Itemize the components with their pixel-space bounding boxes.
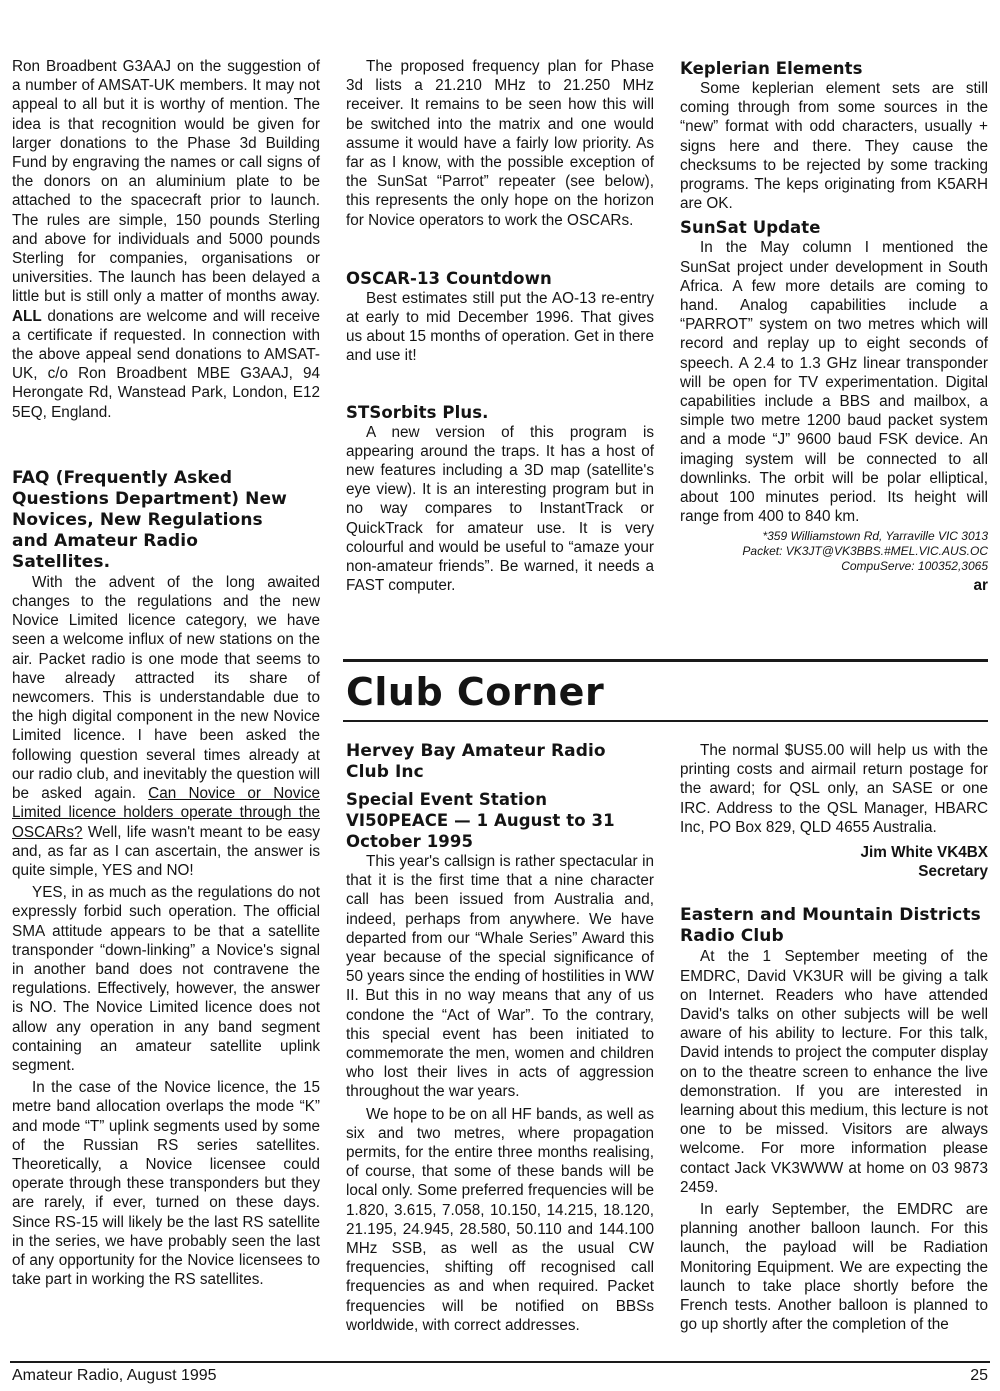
keplerian-paragraph: Some keplerian element sets are still coming through from some sources in the “new” format with odd characters, usually + signs here and there. They cause the checksums to be rejected by some tracking programs. The keps originating from K5ARH are OK. — [680, 80, 988, 213]
oscar-heading: OSCAR-13 Countdown — [346, 268, 552, 288]
hervey-paragraph-2: We hope to be on all HF bands, as well as six and two metres, where propagation permits, for the entire three months realising, of course, that some of these bands will be local only. Some preferred frequencies will be 1.820, 3.615, 7.058, 10.150, 14.215, 18.120, 21.195, 24.945, 28.580, 50.110 and 144.100 MHz SSB, as well as the usual CW frequencies, shifting off recognised call frequencies as and when required. Packet frequencies will be notified on BBSs worldwide, with correct addresses. — [346, 1105, 654, 1334]
footer-publication: Amateur Radio, August 1995 — [12, 1367, 217, 1384]
emdrc-heading: Eastern and Mountain Districts Radio Club — [680, 905, 981, 947]
faq-paragraph-3: In the case of the Novice licence, the 15 metre band allocation overlaps the mode “K” and mode “T” uplink segments used by some of the Russian RS series satellites. Theoretically, a Novice licensee could operate through these transponders but they are rarely, if ever, turned on these days. Since RS-15 will likely be the last RS satellite in the series, we have probably seen the last of any opportunity for the Novice licensees to take part in working the RS satellites. — [12, 1079, 320, 1289]
club-corner-bottom-rule — [343, 720, 988, 722]
column-middle-bottom — [346, 741, 654, 1335]
footer-rule — [10, 1361, 990, 1363]
club-corner-top-rule — [343, 659, 988, 662]
column-right-top — [680, 58, 988, 596]
signature-title: Secretary — [918, 863, 988, 881]
author-packet: Packet: VK3JT@VK3BBS.#MEL.VIC.AUS.OC — [742, 544, 988, 559]
club-corner-title: Club Corner — [346, 670, 605, 714]
faq-paragraph-1 — [12, 573, 320, 880]
special-event-heading: Special Event Station VI50PEACE — 1 August to 31 October 1995 — [346, 790, 615, 851]
faq-heading: FAQ (Frequently Asked Questions Department) New Novices, New Regulations and Amateur Radio Satellites. — [12, 467, 287, 572]
sunsat-paragraph: In the May column I mentioned the SunSat project under development in South Africa. A few more details are coming to hand. Analog capabilities include a “PARROT” system on two metres which will record and replay up to eight seconds of speech. A 2.4 to 1.3 GHz linear transponder will be open for TV experimentation. Digital capabilities include a BBS and mailbox, a simple two metre 1200 baud packet system and a mode “J” 9600 baud FSK device. An imaging system will be connected to all downlinks. The orbit will be polar elliptical, about 100 minutes period. Its height will range from 400 to 840 km. — [680, 239, 988, 526]
author-address: *359 Williamstown Rd, Yarraville VIC 3013 — [762, 529, 988, 544]
footer-page-number: 25 — [970, 1367, 988, 1384]
column-middle-top — [346, 57, 654, 595]
emdrc-paragraph-2: In early September, the EMDRC are planning another balloon launch. For this launch, the payload will be Radiation Monitoring Equipment. We are expecting the launch to take place shortly before the French tests. Another balloon is planned to go up shortly after the completion of the — [680, 1201, 988, 1334]
faq-paragraph-1-text: With the advent of the long awaited changes to the regulations and the new Novice Limited licence category, we have seen a welcome influx of new stations on the air. Packet radio is one mode that seems to have already attracted its share of newcomers. This is understandable due to the high digital component in the new Novice Limited licence. I have been asked the following question several times already at our radio club, and inevitably the question will be asked again. — [12, 573, 320, 803]
hervey-paragraph-1: This year's callsign is rather spectacular in that it is the first time that a nine character call has been issued from Australia and, indeed, perhaps from anywhere. We have departed from our “Whale Series” Award this year because of the special significance of 50 years since the ending of hostilities in WW II. But this in no way means that any of us condone the “Act of War”. To the contrary, this special event has been initiated to commemorate the men, women and children who lost their lives in acts of aggression throughout the war years. — [346, 853, 654, 1101]
end-mark: ar — [973, 577, 988, 595]
column-left — [12, 57, 320, 1289]
emdrc-paragraph-1: At the 1 September meeting of the EMDRC, David VK3UR will be giving a talk on Internet. Readers who have attended David's talks on other subjects will be well aware of his ability to lecture. For this talk, David intends to project the computer display on to the theatre screen to enhance the live demonstration. If you are interested in learning about this medium, this lecture is not one to be missed. Visitors are always welcome. For more information please contact Jack VK3WWW at home on 03 9873 2459. — [680, 948, 988, 1196]
faq-question: Can Novice or Novice Limited licence holders operate through the OSCARs? — [12, 785, 320, 841]
column-right-bottom — [680, 741, 988, 1334]
hervey-paragraph-3: The normal $US5.00 will help us with the printing costs and airmail return postage for the award; for QSL only, an SASE or one IRC. Address to the QSL Manager, HBARC Inc, PO Box 829, QLD 4655 Australia. — [680, 742, 988, 836]
frequency-plan-paragraph: The proposed frequency plan for Phase 3d lists a 21.210 MHz to 21.250 MHz receiver. It remains to be seen how this will be switched into the matrix and one would assume it would have a fairly low priority. As far as I know, with the possible exception of the SunSat “Parrot” repeater (see below), this represents the only hope on the horizon for Novice operators to work the OSCARs. — [346, 58, 654, 229]
appeal-bold-word: ALL — [12, 307, 42, 325]
stsorbits-heading: STSorbits Plus. — [346, 402, 489, 422]
stsorbits-paragraph: A new version of this program is appearing around the traps. It has a host of new features including a 3D map (satellite's eye view). It is an interesting program but in no way compares to InstantTrack or QuickTrack for amateur use. It is very colourful and would be useful to “amaze your non-amateur friends”. Be warned, it needs a FAST computer. — [346, 423, 654, 595]
signature-name: Jim White VK4BX — [860, 844, 988, 862]
appeal-text-tail: donations are welcome and will receive a certificate if requested. In connection with the above appeal send donations to AMSAT-UK, c/o Ron Broadbent MBE G3AAJ, 94 Herongate Rd, Wanstead Park, London, E12 5EQ, England. — [12, 307, 320, 421]
appeal-text: Ron Broadbent G3AAJ on the suggestion of a number of AMSAT-UK members. It may not appeal to all but it is worthy of mention. The idea is that recognition would be given for larger donations to the Phase 3d Building Fund by engraving the names or call signs of the donors on an aluminium plate to be attached to the spacecraft prior to launch. The rules are simple, 150 pounds Sterling and above for individuals and 5000 pounds Sterling for companies, organisations or universities. The launch has been delayed a little but is still only a matter of months away. — [12, 58, 320, 306]
keplerian-heading: Keplerian Elements — [680, 59, 863, 78]
faq-paragraph-2: YES, in as much as the regulations do not expressly forbid such operation. The official SMA attitude appears to be that a satellite transponder “down-linking” a Novice's signal in another band does not contravene the regulations. Effectively, however, the answer is NO. The Novice Limited licence does not allow any operation in any band segment containing an amateur satellite uplink segment. — [12, 884, 320, 1074]
author-compuserve: CompuServe: 100352,3065 — [841, 559, 988, 574]
oscar-paragraph: Best estimates still put the AO-13 re-entry at early to mid December 1996. That gives us about 15 months of operation. Get in there and use it! — [346, 289, 654, 365]
hervey-bay-heading: Hervey Bay Amateur Radio Club Inc — [346, 741, 606, 782]
aus-appeal-paragraph — [12, 57, 320, 422]
faq-paragraph-1-tail: Well, life wasn't meant to be easy and, as far as I can ascertain, the answer is quite simple, YES and NO! — [12, 823, 321, 879]
sunsat-heading: SunSat Update — [680, 218, 821, 238]
